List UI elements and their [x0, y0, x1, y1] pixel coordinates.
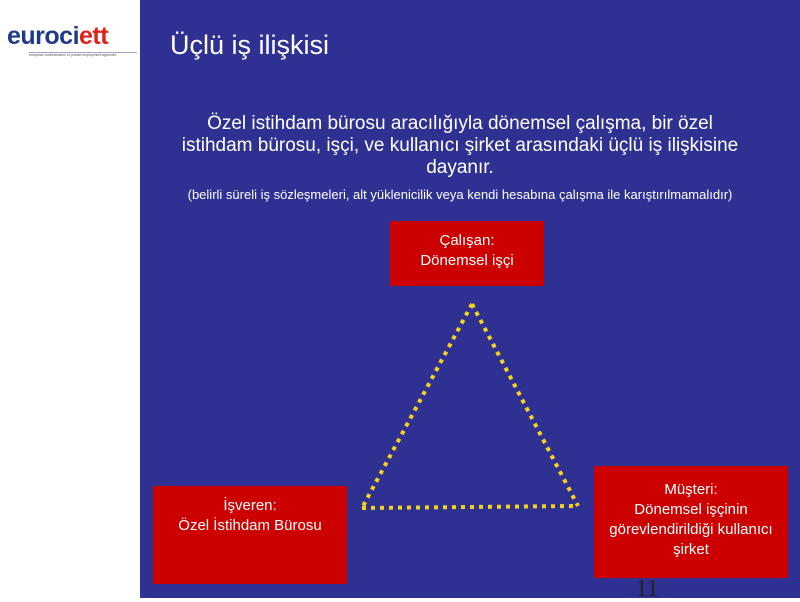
logo-tagline: european confederation of private employment agencies — [29, 53, 117, 57]
employee-box — [390, 221, 544, 286]
employee-label: Çalışan: — [439, 232, 495, 249]
logo-sidebar — [0, 0, 140, 600]
page-number: 11 — [635, 576, 659, 602]
slide-title: Üçlü iş ilişkisi — [170, 30, 330, 60]
triangle-left-edge — [362, 304, 472, 508]
client-role: Dönemsel işçinin görevlendirildiği kullanıcı şirket — [609, 501, 773, 558]
employer-role: Özel İstihdam Bürosu — [178, 517, 322, 534]
triangle-bottom-edge — [362, 506, 578, 508]
employer-label: İşveren: — [223, 497, 277, 514]
client-label: Müşteri: — [664, 481, 718, 498]
intro-text: Özel istihdam bürosu aracılığıyla dönemsel çalışma, bir özel istihdam bürosu, işçi, ve kullanıcı şirket arasındaki üçlü iş ilişkisine dayanır. — [181, 113, 739, 178]
logo-wordmark — [7, 22, 108, 50]
triangle-right-edge — [472, 304, 578, 506]
client-box — [594, 466, 788, 578]
eurociett-logo — [7, 22, 135, 64]
logo-brand-main: euroci — [7, 22, 80, 50]
logo-brand-accent: ett — [79, 22, 109, 50]
employer-box — [153, 486, 347, 584]
note-text: (belirli süreli iş sözleşmeleri, alt yüklenicilik veya kendi hesabına çalışma ile karıştırılmamalıdır) — [187, 187, 733, 202]
relationship-triangle — [340, 290, 600, 520]
employee-role: Dönemsel işçi — [420, 252, 514, 269]
